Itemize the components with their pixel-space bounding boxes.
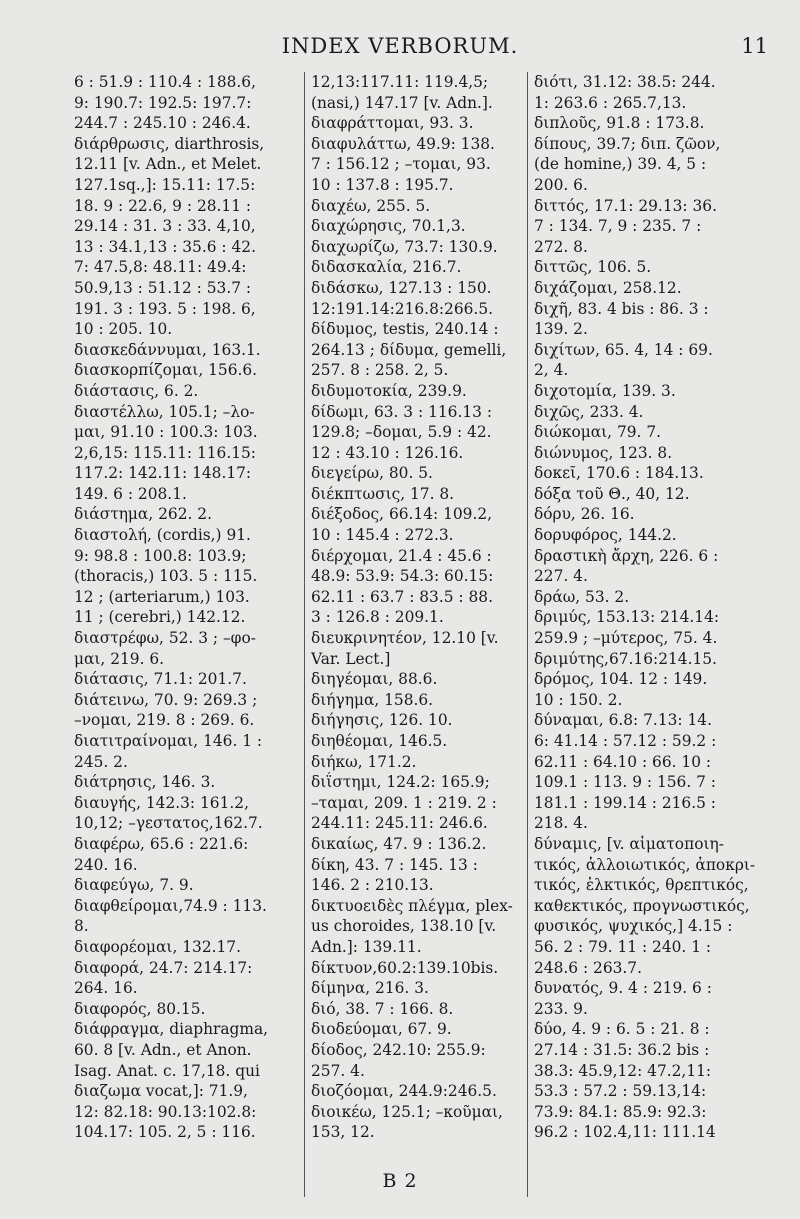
index-line: 129.8; –δομαι, 5.9 : 42. [311,423,492,442]
index-line: διΐστημι, 124.2: 165.9; [311,773,490,792]
index-line: 18. 9 : 22.6, 9 : 28.11 : [74,196,252,215]
signature-mark: B 2 [382,1170,418,1192]
index-line: 12,13:117.11: 119.4,5; [311,73,489,91]
page-number: 11 [741,34,768,58]
index-line: δοκεῖ, 170.6 : 184.13. [534,464,704,483]
index-line: διέρχομαι, 21.4 : 45.6 : [311,546,492,565]
index-line: διάτεινω, 70. 9: 269.3 ; [74,690,258,709]
index-line: 27.14 : 31.5: 36.2 bis : [534,1040,710,1059]
index-line: μαι, 219. 6. [74,649,165,668]
column-divider-right [527,72,528,1197]
index-line: 240. 16. [74,855,138,874]
index-line: 12 ; (arteriarum,) 103. [74,587,250,606]
index-line: δρόμος, 104. 12 : 149. [534,670,708,689]
index-line: δριμύτης,67.16:214.15. [534,649,717,668]
index-line: 181.1 : 199.14 : 216.5 : [534,793,716,812]
index-line: διαφορέομαι, 132.17. [74,937,241,956]
index-line: Isag. Anat. c. 17,18. qui [74,1061,260,1080]
index-line: 12 : 43.10 : 126.16. [311,443,464,462]
index-line: (nasi,) 147.17 [v. Adn.]. [311,93,493,112]
index-line: διάτασις, 71.1: 201.7. [74,670,247,689]
index-line: 60. 8 [v. Adn., et Anon. [74,1040,252,1059]
index-line: –ταμαι, 209. 1 : 219. 2 : [311,793,497,812]
index-line: διττός, 17.1: 29.13: 36. [534,196,717,215]
index-line: διηθέομαι, 146.5. [311,732,448,750]
index-line: 233. 9. [534,999,588,1018]
index-line: 6 : 51.9 : 110.4 : 188.6, [74,73,256,91]
index-line: δίκτυον,60.2:139.10bis. [311,958,499,977]
index-line: 96.2 : 102.4,11: 111.14 [534,1123,716,1142]
index-line: διαυγής, 142.3: 161.2, [74,793,249,812]
index-line: 10 : 145.4 : 272.3. [311,526,454,545]
index-line: καθεκτικός, προγνωστικός, [534,896,750,915]
index-line: διατιτραίνομαι, 146. 1 : [74,732,263,750]
index-line: διάρθρωσις, diarthrosis, [74,134,265,153]
index-line: διαφορά, 24.7: 214.17: [74,958,253,977]
index-line: –νομαι, 219. 8 : 269. 6. [74,711,255,730]
index-line: τικός, ἀλλοιωτικός, ἀποκρι- [534,855,756,874]
index-line: 73.9: 84.1: 85.9: 92.3: [534,1102,707,1121]
index-line: διέκπτωσις, 17. 8. [311,484,455,503]
index-line: διασκεδάννυμαι, 163.1. [74,340,261,359]
index-line: 127.1sq.,]: 15.11: 17.5: [74,175,256,194]
index-line: διαφεύγω, 7. 9. [74,876,194,895]
index-line: 245. 2. [74,752,128,771]
index-line: διάστασις, 6. 2. [74,381,199,400]
index-line: διάστημα, 262. 2. [74,505,212,524]
index-line: διχῆ, 83. 4 bis : 86. 3 : [534,299,709,318]
index-line: 62.11 : 64.10 : 66. 10 : [534,752,712,771]
index-line: διαστολή, (cordis,) 91. [74,526,251,545]
index-line: 139. 2. [534,320,588,339]
index-line: 50.9,13 : 51.12 : 53.7 : [74,278,252,297]
index-line: 3 : 126.8 : 209.1. [311,608,444,627]
index-line: διχοτομία, 139. 3. [534,381,676,400]
index-line: δίπους, 39.7; διπ. ζῶον, [534,134,721,153]
index-line: 10 : 137.8 : 195.7. [311,175,454,194]
index-line: 38.3: 45.9,12: 47.2,11: [534,1061,712,1080]
index-line: διαζωμα vocat,]: 71.9, [74,1082,248,1101]
index-line: δικτυοειδὲς πλέγμα, plex- [311,896,513,915]
index-line: 12:191.14:216.8:266.5. [311,299,494,318]
index-line: διοζόομαι, 244.9:246.5. [311,1082,497,1101]
index-line: δικαίως, 47. 9 : 136.2. [311,834,487,853]
index-line: 257. 8 : 258. 2, 5. [311,361,449,380]
index-line: διαφθείρομαι,74.9 : 113. [74,896,267,915]
index-line: 257. 4. [311,1061,365,1080]
index-line: 10,12; –γεστατος,162.7. [74,814,263,833]
index-line: 10 : 205. 10. [74,320,173,339]
index-line: 7 : 156.12 ; –τομαι, 93. [311,155,491,174]
index-line: δριμύς, 153.13: 214.14: [534,608,720,627]
index-line: διττῶς, 106. 5. [534,258,652,277]
index-line: διδάσκω, 127.13 : 150. [311,278,492,297]
index-line: διχίτων, 65. 4, 14 : 69. [534,340,713,359]
index-line: τικός, ἑλκτικός, θρεπτικός, [534,876,749,895]
index-line: 153, 12. [311,1123,375,1142]
index-line: διπλοῦς, 91.8 : 173.8. [534,114,705,133]
index-line: 244.7 : 245.10 : 246.4. [74,114,251,133]
index-line: διαφέρω, 65.6 : 221.6: [74,834,249,853]
index-line: 259.9 ; –μύτερος, 75. 4. [534,629,718,648]
index-line: διό, 38. 7 : 166. 8. [311,999,454,1018]
index-line: Adn.]: 139.11. [311,937,422,956]
index-line: 6: 41.14 : 57.12 : 59.2 : [534,732,717,750]
index-line: δύο, 4. 9 : 6. 5 : 21. 8 : [534,1020,710,1039]
index-line: διαφράττομαι, 93. 3. [311,114,474,133]
running-header [0,30,800,64]
index-line: 191. 3 : 193. 5 : 198. 6, [74,299,256,318]
index-line: δίδωμι, 63. 3 : 116.13 : [311,402,492,421]
index-line: διάφραγμα, diaphragma, [74,1020,269,1039]
index-line: (de homine,) 39. 4, 5 : [534,155,707,174]
index-line: διχάζομαι, 258.12. [534,278,682,297]
index-line: διήκω, 171.2. [311,752,417,771]
index-line: 7 : 134. 7, 9 : 235. 7 : [534,217,702,236]
index-line: διώνυμος, 123. 8. [534,443,673,462]
index-line: 244.11: 245.11: 246.6. [311,814,488,833]
index-line: 9: 98.8 : 100.8: 103.9; [74,546,247,565]
index-line: 104.17: 105. 2, 5 : 116. [74,1123,256,1142]
index-line: δίκη, 43. 7 : 145. 13 : [311,855,478,874]
index-line: διήγημα, 158.6. [311,690,434,709]
index-column-2 [311,72,521,1152]
index-line: δράω, 53. 2. [534,587,630,606]
page-title: INDEX VERBORUM. [281,34,519,58]
index-line: διάτρησις, 146. 3. [74,773,216,792]
index-line: διήγησις, 126. 10. [311,711,453,730]
index-line: διοδεύομαι, 67. 9. [311,1020,452,1039]
index-line: διδασκαλία, 216.7. [311,258,462,277]
index-line: 10 : 150. 2. [534,690,623,709]
index-column-1 [74,72,296,1152]
index-line: Var. Lect.] [311,649,391,668]
index-line: διαχωρίζω, 73.7: 130.9. [311,237,498,256]
index-line: 12: 82.18: 90.13:102.8: [74,1102,257,1121]
index-line: 264. 16. [74,979,138,998]
index-line: διότι, 31.12: 38.5: 244. [534,73,716,91]
index-line: δύναμις, [v. αἱματοποιη- [534,834,724,853]
index-line: us choroides, 138.10 [v. [311,917,497,936]
index-line: δίοδος, 242.10: 255.9: [311,1040,486,1059]
index-line: 146. 2 : 210.13. [311,876,434,895]
index-line: διαστρέφω, 52. 3 ; –φο- [74,629,256,648]
index-line: 7: 47.5,8: 48.11: 49.4: [74,258,247,277]
index-line: διευκρινητέον, 12.10 [v. [311,629,499,648]
index-line: 48.9: 53.9: 54.3: 60.15: [311,567,494,586]
index-column-3 [534,72,786,1152]
index-line: 2,6,15: 115.11: 116.15: [74,443,256,462]
index-line: 272. 8. [534,237,588,256]
index-line: διαχέω, 255. 5. [311,196,431,215]
index-line: 2, 4. [534,361,569,380]
index-line: διχῶς, 233. 4. [534,402,644,421]
index-line: διέξοδος, 66.14: 109.2, [311,505,493,524]
index-line: 9: 190.7: 192.5: 197.7: [74,93,252,112]
index-line: 117.2: 142.11: 148.17: [74,464,252,483]
index-line: 62.11 : 63.7 : 83.5 : 88. [311,587,493,606]
index-line: διηγέομαι, 88.6. [311,670,438,689]
index-line: (thoracis,) 103. 5 : 115. [74,567,258,586]
index-line: 11 ; (cerebri,) 142.12. [74,608,246,627]
index-line: 218. 4. [534,814,588,833]
index-line: δύναμαι, 6.8: 7.13: 14. [534,711,712,730]
index-line: διαστέλλω, 105.1; –λο- [74,402,255,421]
index-line: διεγείρω, 80. 5. [311,464,433,483]
index-line: 8. [74,917,89,936]
index-line: διασκορπίζομαι, 156.6. [74,361,258,380]
index-line: δυνατός, 9. 4 : 219. 6 : [534,979,712,998]
index-line: φυσικός, ψυχικός,] 4.15 : [534,917,733,936]
index-line: 149. 6 : 208.1. [74,484,187,503]
index-line: 200. 6. [534,175,588,194]
index-line: μαι, 91.10 : 100.3: 103. [74,423,258,442]
index-line: διώκομαι, 79. 7. [534,423,662,442]
index-line: 53.3 : 57.2 : 59.13,14: [534,1082,707,1101]
index-line: 109.1 : 113. 9 : 156. 7 : [534,773,716,792]
column-divider-left [304,72,305,1197]
index-line: διαχώρησις, 70.1,3. [311,217,466,236]
index-line: διοικέω, 125.1; –κοῦμαι, [311,1102,503,1121]
index-line: διαφυλάττω, 49.9: 138. [311,134,495,153]
index-line: δόρυ, 26. 16. [534,505,635,524]
index-line: διαφορός, 80.15. [74,999,206,1018]
index-line: δορυφόρος, 144.2. [534,526,677,545]
index-line: 1: 263.6 : 265.7,13. [534,93,687,112]
index-line: 29.14 : 31. 3 : 33. 4,10, [74,217,256,236]
index-line: δόξα τοῦ Θ., 40, 12. [534,484,690,503]
index-line: διδυμοτοκία, 239.9. [311,381,467,400]
index-line: δίμηνα, 216. 3. [311,979,429,998]
index-line: 12.11 [v. Adn., et Melet. [74,155,262,174]
index-line: 56. 2 : 79. 11 : 240. 1 : [534,937,712,956]
index-line: 13 : 34.1,13 : 35.6 : 42. [74,237,256,256]
index-line: δραστικὴ ἄρχη, 226. 6 : [534,546,719,565]
index-line: δίδυμος, testis, 240.14 : [311,320,499,339]
index-line: 264.13 ; δίδυμα, gemelli, [311,340,507,359]
index-line: 227. 4. [534,567,588,586]
index-line: 248.6 : 263.7. [534,958,642,977]
